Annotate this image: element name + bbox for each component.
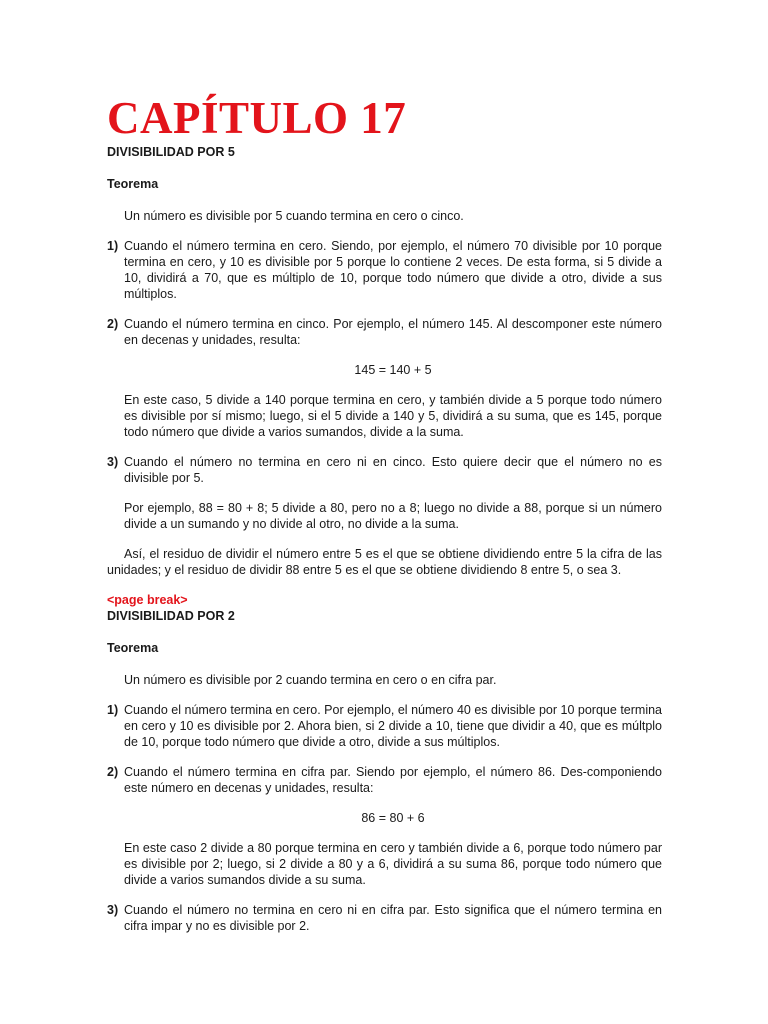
document-page: [107, 92, 662, 934]
chapter-title: CAPÍTULO 17: [107, 93, 407, 143]
item-number: 3): [107, 903, 119, 917]
paragraph: Así, el residuo de dividir el número entre 5 es el que se obtiene dividiendo entre 5 la cifra de las unidades; y el residuo de dividir 88 entre 5 es el que se obtiene dividiendo 8 entre 5, o sea 3.: [107, 547, 662, 577]
list-item: [107, 764, 662, 796]
item-number: 1): [107, 703, 119, 717]
item-text: Cuando el número no termina en cero ni en cifra par. Esto significa que el número termina en cifra impar y no es divisible por 2.: [124, 903, 662, 933]
item-text: Cuando el número termina en cero. Por ejemplo, el número 40 es divisible por 10 porque termina en cero y 10 es divisible por 2. Ahora bien, si 2 divide a 10, tiene que dividir a 40, que es múltplo de 10, porque todo número que divide a otro, divide a sus múltiplos.: [124, 703, 662, 749]
list-item: [107, 454, 662, 486]
item-text: Cuando el número no termina en cero ni en cinco. Esto quiere decir que el número no es divisible por 5.: [124, 455, 662, 485]
theorem-label: Teorema: [107, 641, 159, 655]
page-break-marker: <page break>: [107, 593, 188, 607]
item-number: 2): [107, 765, 119, 779]
item-number: 3): [107, 455, 119, 469]
item-number: 1): [107, 239, 119, 253]
list-item: [107, 238, 662, 302]
list-item: [107, 316, 662, 348]
section-title-divisibility-5: DIVISIBILIDAD POR 5: [107, 145, 235, 159]
formula: 86 = 80 + 6: [361, 811, 425, 825]
theorem-text: Un número es divisible por 5 cuando termina en cero o cinco.: [124, 209, 464, 223]
theorem-label: Teorema: [107, 177, 159, 191]
theorem-text: Un número es divisible por 2 cuando termina en cero o en cifra par.: [124, 673, 497, 687]
item-text: Cuando el número termina en cinco. Por ejemplo, el número 145. Al descomponer este número en decenas y unidades, resulta:: [124, 317, 662, 347]
paragraph: Por ejemplo, 88 = 80 + 8; 5 divide a 80, pero no a 8; luego no divide a 88, porque si un número divide a un sumando y no divide al otro, no divide a la suma.: [124, 501, 662, 531]
formula: 145 = 140 + 5: [354, 363, 432, 377]
list-item: [107, 902, 662, 934]
item-text: Cuando el número termina en cifra par. Siendo por ejemplo, el número 86. Des-componiendo este número en decenas y unidades, resulta:: [124, 765, 662, 795]
item-text: Cuando el número termina en cero. Siendo, por ejemplo, el número 70 divisible por 10 porque termina en cero, y 10 es divisible por 5 porque lo contiene 2 veces. De esta forma, si 5 divide a 10, dividirá a 70, que es múltiplo de 10, porque todo número que divide a otro, divide a sus múltiplos.: [124, 239, 662, 301]
paragraph: En este caso 2 divide a 80 porque termina en cero y también divide a 6, porque todo número par es divisible por 2; luego, si 2 divide a 80 y a 6, dividirá a su suma 86, porque todo número que divide a varios sumandos divide a su suma.: [124, 841, 662, 887]
list-item: [107, 702, 662, 750]
paragraph: En este caso, 5 divide a 140 porque termina en cero, y también divide a 5 porque todo número es divisible por sí mismo; luego, si el 5 divide a 140 y 5, dividirá a su suma, que es 145, porque todo número que divide a varios sumandos, divide a la suma.: [124, 393, 662, 439]
item-number: 2): [107, 317, 119, 331]
section-title-divisibility-2: DIVISIBILIDAD POR 2: [107, 609, 235, 623]
